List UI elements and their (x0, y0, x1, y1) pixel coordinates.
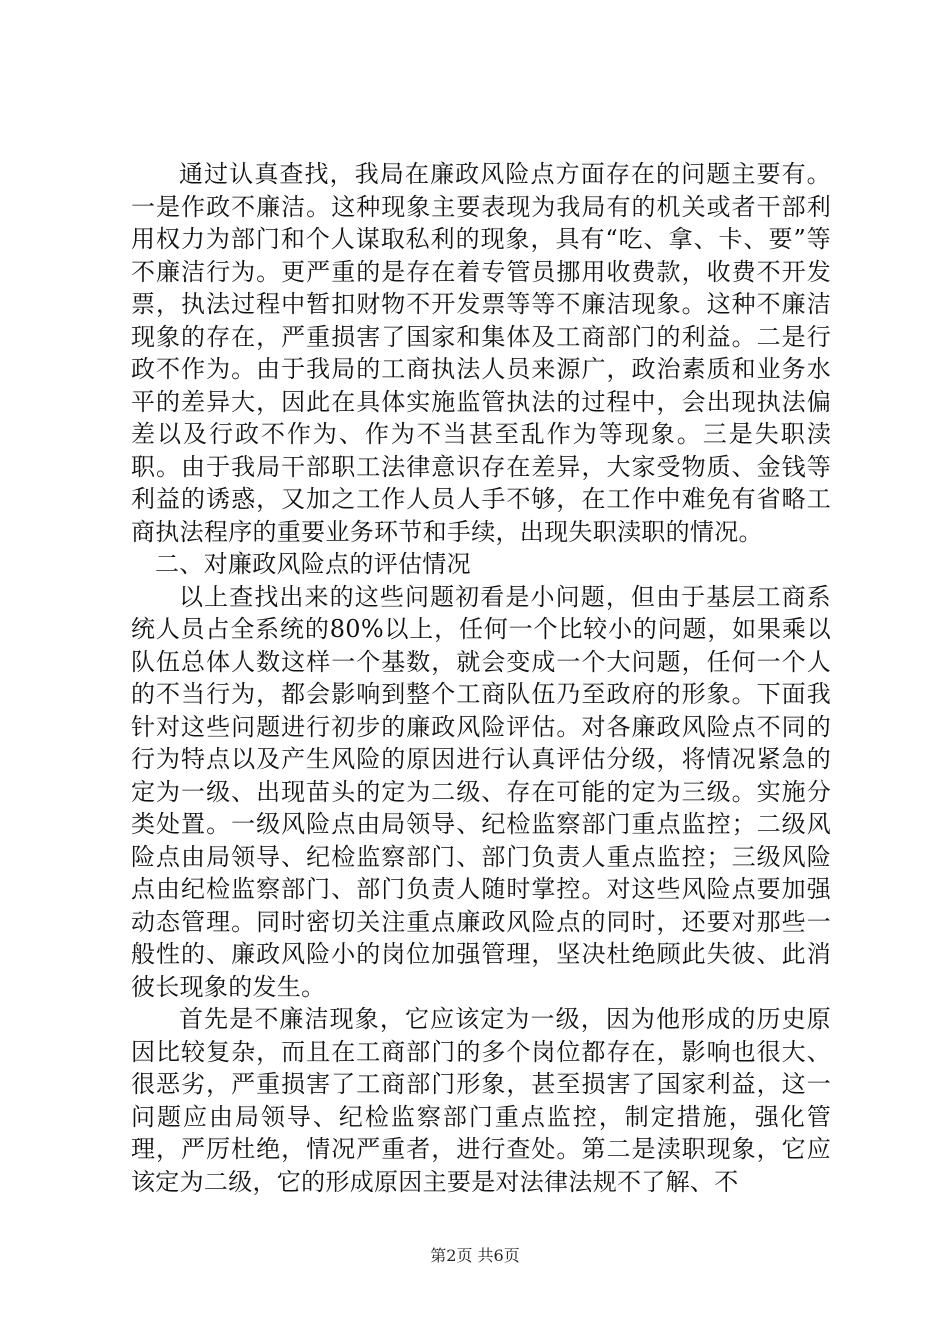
section-heading-assessment: 二、对廉政风险点的评估情况 (155, 550, 471, 578)
paragraph-grading: 首先是不廉洁现象，它应该定为一级，因为他形成的历史原因比较复杂，而且在工商部门的多个岗位都存在，影响也很大、很恶劣，严重损害了工商部门形象，甚至损害了国家利益，这一问题应由局领导、纪检监察部门重点监控，制定措施，强化管理，严厉杜绝，情况严重者，进行查处。第二是渎职现象，它应该定为二级，它的形成原因主要是对法律法规不了解、不 (131, 1005, 831, 1196)
paragraph-problems: 通过认真查找，我局在廉政风险点方面存在的问题主要有。一是作政不廉洁。这种现象主要表现为我局有的机关或者干部利用权力为部门和个人谋取私利的现象，具有“吃、拿、卡、要”等不廉洁行为。更严重的是存在着专管员挪用收费款，收费不开发票，执法过程中暂扣财物不开发票等等不廉洁现象。这种不廉洁现象的存在，严重损害了国家和集体及工商部门的利益。二是行政不作为。由于我局的工商执法人员来源广，政治素质和业务水平的差异大，因此在具体实施监管执法的过程中，会出现执法偏差以及行政不作为、作为不当甚至乱作为等现象。三是失职渎职。由于我局干部职工法律意识存在差异，大家受物质、金钱等利益的诱惑，又加之工作人员人手不够，在工作中难免有省略工商执法程序的重要业务环节和手续，出现失职渎职的情况。 (131, 160, 831, 546)
page-number-footer: 第2页 共6页 (430, 1246, 520, 1265)
document-body (131, 158, 831, 1198)
paragraph-assessment: 以上查找出来的这些问题初看是小问题，但由于基层工商系统人员占全系统的80%以上，任何一个比较小的问题，如果乘以队伍总体人数这样一个基数，就会变成一个大问题，任何一个人的不当行为，都会影响到整个工商队伍乃至政府的形象。下面我针对这些问题进行初步的廉政风险评估。对各廉政风险点不同的行为特点以及产生风险的原因进行认真评估分级，将情况紧急的定为一级、出现苗头的定为二级、存在可能的定为三级。实施分类处置。一级风险点由局领导、纪检监察部门重点监控；二级风险点由局领导、纪检监察部门、部门负责人重点监控；三级风险点由纪检监察部门、部门负责人随时掌控。对这些风险点要加强动态管理。同时密切关注重点廉政风险点的同时，还要对那些一般性的、廉政风险小的岗位加强管理，坚决杜绝顾此失彼、此消彼长现象的发生。 (131, 582, 831, 1001)
